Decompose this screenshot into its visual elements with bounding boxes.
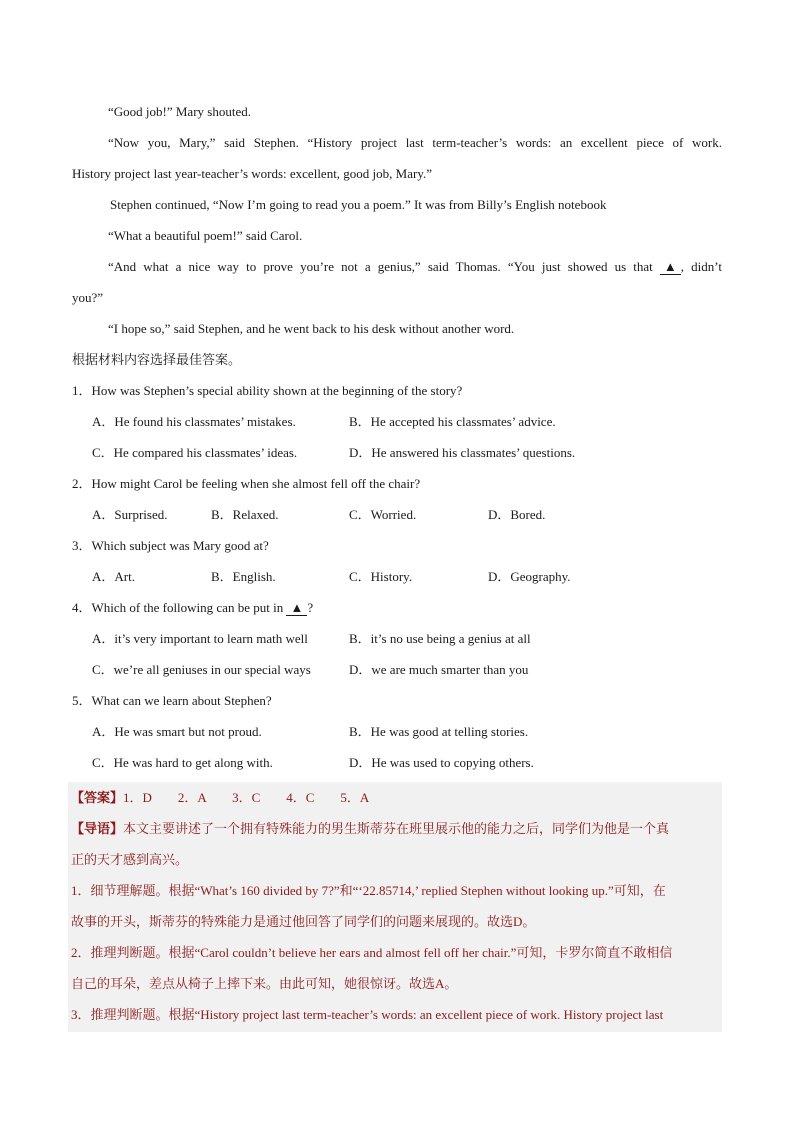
question-options [72,561,722,592]
answer-key [68,782,722,813]
question-options [72,437,722,468]
question-options [72,406,722,437]
option-a: A．He found his classmates’ mistakes. [92,414,296,429]
explanation-line: 故事的开头，斯蒂芬的特殊能力是通过他回答了同学们的问题来展现的。故选D。 [71,914,536,929]
question-text: ? [307,600,314,615]
question-options [72,747,722,778]
option-d: D．Bored. [488,507,546,522]
option-a: A．it’s very important to learn math well [92,631,308,646]
story-paragraph: “Now you, Mary,” said Stephen. “History project last term-teacher’s words: an excellent piece of work. [108,135,722,150]
guide-text: 本文主要讲述了一个拥有特殊能力的男生斯蒂芬在班里展示他的能力之后，同学们为他是一个真 [123,821,670,836]
story-text: , didn’t [680,259,722,274]
story-paragraph [72,251,722,282]
answer-values: 1．D 2．A 3．C 4．C 5．A [123,790,370,805]
answer-section [68,782,722,1032]
guide-tag: 【导语】 [71,821,124,836]
question-options [72,716,722,747]
option-d: D．we are much smarter than you [349,662,529,677]
option-a: A．He was smart but not proud. [92,724,262,739]
story-text: “And what a nice way to prove you’re not a genius,” said Thomas. “You just showed us that [108,259,660,274]
option-c: C．Worried. [349,507,417,522]
question-stem [72,592,722,623]
document-page [72,96,722,778]
option-a: A．Surprised. [92,507,168,522]
option-b: B．it’s no use being a genius at all [349,631,531,646]
question-options [72,499,722,530]
option-d: D．Geography. [488,569,571,584]
option-b: B．Relaxed. [211,507,279,522]
question-stem: 3．Which subject was Mary good at? [72,538,269,553]
option-d: D．He answered his classmates’ questions. [349,445,576,460]
option-b: B．He accepted his classmates’ advice. [349,414,556,429]
story-paragraph-continued: History project last year-teacher’s words: excellent, good job, Mary.” [72,166,433,181]
story-paragraph-continued: you?” [72,290,104,305]
option-d: D．He was used to copying others. [349,755,534,770]
option-c: C．we’re all geniuses in our special ways [92,662,311,677]
question-options [72,623,722,654]
blank-marker: ▲ [660,260,681,275]
story-paragraph: Stephen continued, “Now I’m going to read you a poem.” It was from Billy’s English notebook [110,197,607,212]
option-b: B．English. [211,569,276,584]
explanation-line: 2．推理判断题。根据“Carol couldn’t believe her ears and almost fell off her chair.”可知，卡罗尔简直不敢相信 [71,945,673,960]
question-options [72,654,722,685]
story-paragraph: “Good job!” Mary shouted. [108,104,251,119]
guide-line [68,813,722,844]
story-paragraph: “I hope so,” said Stephen, and he went back to his desk without another word. [108,321,515,336]
question-stem: 1．How was Stephen’s special ability shown at the beginning of the story? [72,383,463,398]
question-text: 4．Which of the following can be put in [72,600,287,615]
option-c: C．History. [349,569,413,584]
answer-tag: 【答案】 [71,790,124,805]
option-c: C．He compared his classmates’ ideas. [92,445,298,460]
option-b: B．He was good at telling stories. [349,724,529,739]
question-stem: 2．How might Carol be feeling when she almost fell off the chair? [72,476,421,491]
option-c: C．He was hard to get along with. [92,755,273,770]
question-stem: 5．What can we learn about Stephen? [72,693,272,708]
explanation-line: 1．细节理解题。根据“What’s 160 divided by 7?”和“‘22.85714,’ replied Stephen without looking up.”可知，在 [71,883,666,898]
blank-marker: ▲ [286,601,307,616]
explanation-line: 3．推理判断题。根据“History project last term-teacher’s words: an excellent piece of work. History project last [71,1007,664,1022]
instruction: 根据材料内容选择最佳答案。 [72,352,242,367]
story-paragraph: “What a beautiful poem!” said Carol. [108,228,303,243]
option-a: A．Art. [92,569,135,584]
explanation-line: 自己的耳朵，差点从椅子上摔下来。由此可知，她很惊讶。故选A。 [71,976,458,991]
guide-line: 正的天才感到高兴。 [71,852,189,867]
